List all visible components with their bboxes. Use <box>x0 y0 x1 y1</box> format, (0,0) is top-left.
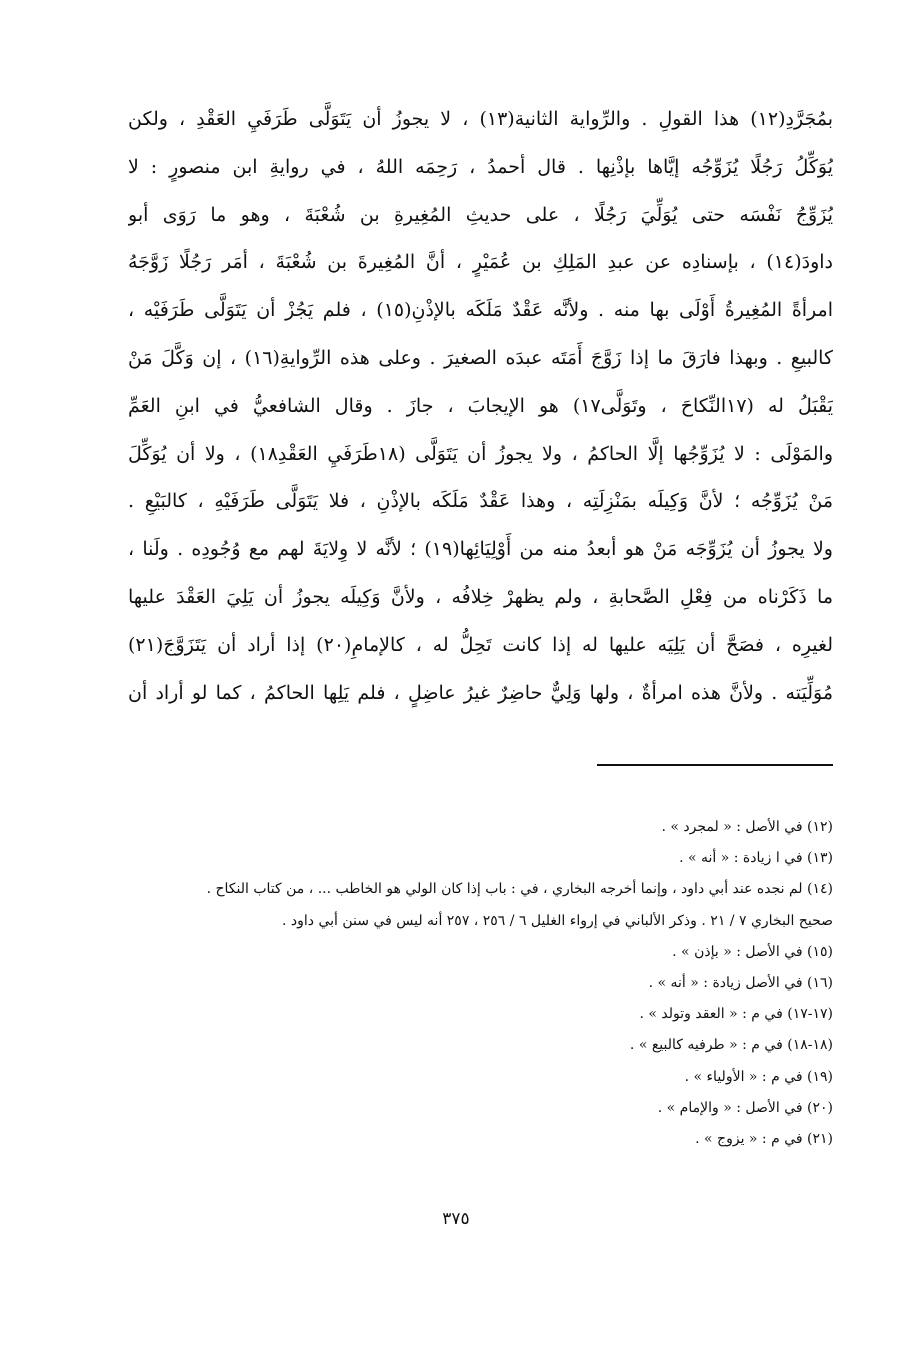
text-line: مَنْ يُزَوِّجُه ؛ لأنَّ وَكِيلَه بمَنْزِلَتِه ، وهذا عَقْدٌ مَلَكَه بالإذْنِ ، فلا يَتَوَلَّى طَرَفَيْهِ ، كالبَيْعِ . <box>128 490 833 513</box>
text-line: بمُجَرَّدِ(١٢) هذا القولِ . والرِّواية الثانية(١٣) ، لا يجوزُ أن يَتَوَلَّى طَرَفَيِ العَقْدِ ، ولكن <box>128 108 833 130</box>
footnote: (١٤) لم نجده عند أبي داود ، وإنما أخرجه البخاري ، في : باب إذا كان الولي هو الخاطب ... ، من كتاب النكاح . <box>206 881 833 898</box>
footnote-separator <box>597 764 833 766</box>
text-line: داودَ(١٤) ، بإسنادِه عن عبدِ المَلِكِ بن عُمَيْرٍ ، أنَّ المُغِيرةَ بن شُعْبَةَ ، أمَر رَجُلًا زَوَّجَهُ <box>128 251 833 274</box>
text-line: يُوَكِّلُ رَجُلًا يُزَوِّجُه إيَّاها بإذْنِها . قال أحمدُ ، رَحِمَه اللهُ ، في روايةِ ابن منصورٍ : لا <box>128 155 833 178</box>
text-line: ولا يجوزُ أن يُزَوِّجَه مَنْ هو أبعدُ منه من أَوْلِيَائِها(١٩) ؛ لأنَّه لا وِلايَةَ لهم مع وُجُودِه . ولَنا ، <box>128 538 833 561</box>
footnote: (١٨-١٨) في م : « طرفيه كالبيع » . <box>629 1037 833 1054</box>
text-line: كالبيعِ . وبهذا فارَقَ ما إذا زَوَّجَ أَمَتَه عبدَه الصغيرَ . وعلى هذه الرِّوايةِ(١٦) ، إن وَكَّلَ مَنْ <box>128 346 833 369</box>
footnote: (٢٠) في الأصل : « والإمام » . <box>657 1099 833 1116</box>
text-line: لغيرِه ، فصَحَّ أن يَلِيَه عليها له إذا كانت تَحِلُّ له ، كالإمامِ(٢٠) إذا أراد أن يَتَزَوَّجَ(٢١) <box>128 633 833 656</box>
text-line: امرأةً المُغِيرةُ أَوْلَى بها منه . ولأنَّه عَقْدٌ مَلَكَه بالإذْنِ(١٥) ، فلم يَجُزْ أن يَتَوَلَّى طَرَفَيْه ، <box>128 299 833 322</box>
footnote: (١٥) في الأصل : « بإذن » . <box>672 943 833 960</box>
footnote: صحيح البخاري ٧ / ٢١ . وذكر الألباني في إرواء الغليل ٦ / ٢٥٦ ، ٢٥٧ أنه ليس في سنن أبي داود . <box>282 912 833 929</box>
text-line: والمَوْلَى : لا يُزَوِّجُها إلَّا الحاكمُ ، ولا يجوزُ أن يَتَوَلَّى (١٨طَرَفَيِ العَقْدِ١٨) ، ولا أن يُوَكِّلَ <box>128 442 833 465</box>
main-text <box>128 96 833 717</box>
footnote: (٢١) في م : « يزوج » . <box>695 1130 833 1147</box>
footnote: (١٩) في م : « الأولياء » . <box>684 1068 833 1085</box>
text-line: ما ذَكَرْناه من فِعْلِ الصَّحابةِ ، ولم يظهرْ خِلافُه ، ولأنَّ وَكِيلَه يجوزُ أن يَلِيَ العَقْدَ عليها <box>128 585 833 608</box>
footnotes <box>160 812 833 1155</box>
page-number: ٣٧٥ <box>442 1209 470 1229</box>
footnote: (١٦) في الأصل زيادة : « أنه » . <box>648 974 833 991</box>
footnote: (١٧-١٧) في م : « العقد وتولد » . <box>639 1006 833 1023</box>
footnote: (١٢) في الأصل : « لمجرد » . <box>661 819 833 835</box>
text-line: يَقْبَلُ له (١٧النِّكاحَ ، وتَوَلَّى١٧) هو الإيجابَ ، جازَ . وقال الشافعيُّ في ابنِ العَمِّ <box>128 394 833 417</box>
footnote: (١٣) في ا زيادة : « أنه » . <box>679 850 833 867</box>
text-line: يُزَوِّجُ نَفْسَه حتى يُوَلِّيَ رَجُلًا ، على حديثِ المُغِيرةِ بن شُعْبَةَ ، وهو ما رَوَى أبو <box>128 203 833 226</box>
text-line: مُوَلِّيَته . ولأنَّ هذه امرأةٌ ، ولها وَلِيٌّ حاضِرٌ غيرُ عاضِلٍ ، فلم يَلِها الحاكمُ ، كما لو أراد أن <box>128 681 833 704</box>
